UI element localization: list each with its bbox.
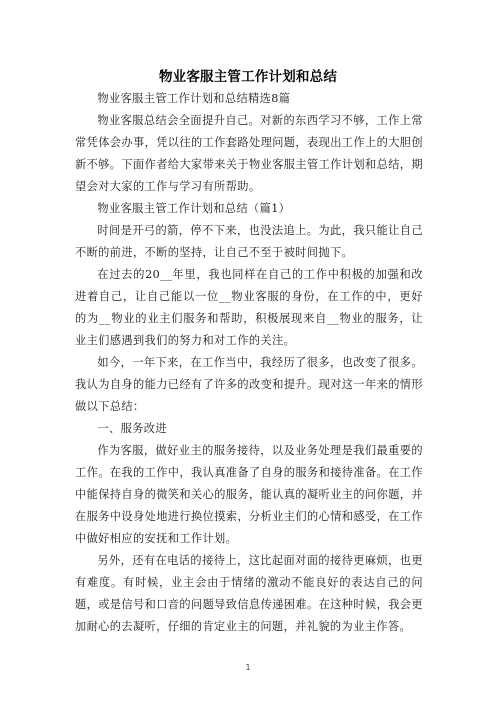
- page-number: 1: [245, 663, 251, 672]
- document-body: [75, 88, 423, 638]
- paragraph: 如今，一年下来，在工作当中，我经历了很多，也改变了很多。我认为自身的能力已经有了许多的改变和提升。现对这一年来的情形做以下总结：: [75, 356, 423, 413]
- paragraph: 时间是开弓的箭，停不下来，也没法追上。为此，我只能让自己不断的前进，不断的坚持，让自己不至于被时间抛下。: [75, 224, 423, 259]
- paragraph: 物业客服主管工作计划和总结（篇1）: [97, 202, 291, 215]
- paragraph: 物业客服主管工作计划和总结精选8篇: [97, 92, 291, 105]
- paragraph: 在过去的20__年里，我也同样在自己的工作中积极的加强和改进着自己，让自己能以一位__物业客服的身份，在工作的中，更好的为__物业的业主们服务和帮助，积极展现来自__物业的服务，让业主们感遇到我们的努力和对工作的关注。: [75, 268, 423, 347]
- paragraph: 物业客服总结会全面提升自己。对新的东西学习不够，工作上常常凭体会办事，凭以往的工作套路处理问题，表现出工作上的大胆创新不够。下面作者给大家带来关于物业客服主管工作计划和总结，期望会对大家的工作与学习有所帮助。: [75, 114, 423, 193]
- document-title: 物业客服主管工作计划和总结: [158, 69, 338, 85]
- paragraph: 另外，还有在电话的接待上，这比起面对面的接待更麻烦，也更有难度。有时候，业主会由于情绪的激动不能良好的表达自己的问题，或是信号和口音的问题导致信息传递困难。在这种时候，我会更加耐心的去凝听，仔细的肯定业主的问题，并礼貌的为业主作答。: [75, 554, 423, 633]
- paragraph: 作为客服，做好业主的服务接待，以及业务处理是我们最重要的工作。在我的工作中，我认真准备了自身的服务和接待准备。在工作中能保持自身的微笑和关心的服务，能认真的凝听业主的问你题，并在服务中设身处地进行换位摸索，分析业主们的心情和感受，在工作中做好相应的安抚和工作计划。: [75, 444, 423, 545]
- section-heading: 一、服务改进: [97, 422, 167, 435]
